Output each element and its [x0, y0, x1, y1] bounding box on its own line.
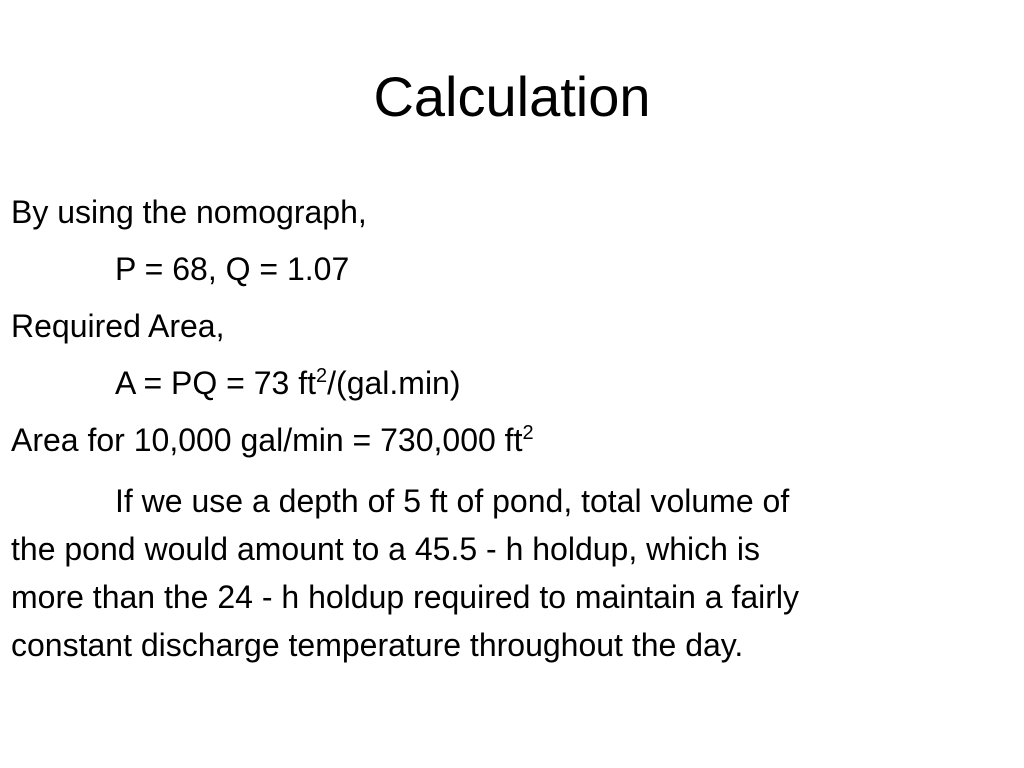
body-line-nomograph: By using the nomograph, — [11, 194, 367, 230]
body-line-p-q-values: P = 68, Q = 1.07 — [115, 251, 350, 287]
area-total-superscript: 2 — [522, 422, 534, 444]
holdup-paragraph — [11, 477, 1006, 669]
paragraph-line-3: more than the 24 - h holdup required to maintain a fairly — [11, 579, 800, 615]
area-total-main: Area for 10,000 gal/min = 730,000 ft — [11, 422, 523, 458]
body-line-area-formula — [115, 363, 461, 403]
area-formula-main: A = PQ = 73 ft — [115, 365, 317, 401]
paragraph-line-1 — [11, 477, 1006, 525]
area-formula-tail: /(gal.min) — [327, 365, 461, 401]
body-line-required-area: Required Area, — [11, 308, 225, 344]
paragraph-line-2: the pond would amount to a 45.5 - h holdup, which is — [11, 531, 760, 567]
paragraph-line-1-text: If we use a depth of 5 ft of pond, total volume of — [115, 483, 790, 519]
slide-title: Calculation — [373, 65, 651, 128]
body-line-area-total — [11, 420, 534, 460]
area-formula-superscript: 2 — [316, 365, 328, 387]
paragraph-line-4: constant discharge temperature throughout the day. — [11, 627, 744, 663]
